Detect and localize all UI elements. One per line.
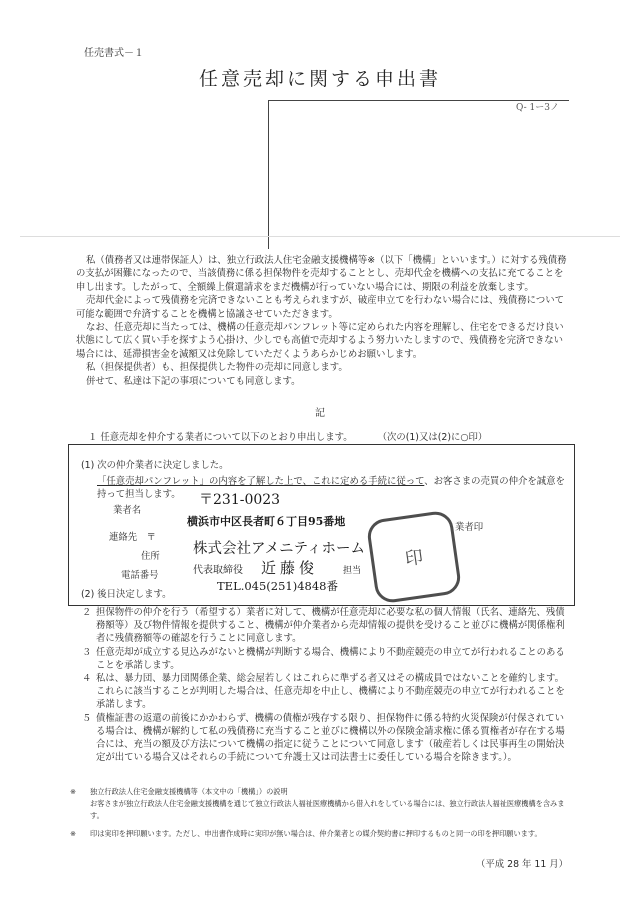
note-mark: ※	[70, 829, 77, 838]
item-text: 担保物件の仲介を行う（希望する）業者に対して、機構が任意売却に必要な私の個人情報（氏名、連絡先、残債務額等）及び物件情報を提供すること、機構が仲介業者から売却情報の提供を受けること並びに機構が関係権利者に残債務額等の確認を行うことに同意します。	[96, 607, 565, 645]
consent-item	[76, 606, 570, 646]
label-contact: 連絡先 〒	[109, 532, 156, 543]
item-number: ４	[82, 673, 92, 685]
option-1-label: (1) 次の仲介業者に決定しました。	[81, 460, 229, 471]
company-seal-stamp: 印	[366, 509, 463, 604]
footnotes	[70, 786, 570, 840]
document-title: 任意売却に関する申出書	[198, 68, 441, 90]
option-1-description	[97, 475, 567, 501]
item-number: ２	[82, 607, 92, 618]
item-number: ５	[82, 712, 92, 724]
intro-text	[76, 254, 568, 388]
item-1	[88, 429, 487, 443]
fold-line	[20, 236, 620, 237]
revision-date: （平成 28 年 11 月）	[476, 859, 569, 870]
item-text: 債権証書の返還の前後にかかわらず、機構の債権が残存する限り、担保物件に係る特約火災保険が付保されている場合は、機構が解約して私の残債務に充当すること並びに機構以外の保険金請求権に係る質権者が存在する場合には、充当の額及び方法について機構の指定に従うことについて同意します（破産若しくは民事再生の開始決定が出ている場合又はそれらの手続について弁護士又は司法書士に委任している場合を除きます。）。	[96, 712, 565, 764]
label-phone: 電話番号	[121, 570, 159, 581]
option-1-desc-underlined: 「任意売却パンフレット」の内容を了解した上で、これに定める手続に従って	[97, 476, 425, 487]
handwritten-postal-code: 〒231-0023	[199, 492, 281, 508]
ki-heading: 記	[315, 408, 325, 419]
item-text: 私は、暴力団、暴力団関係企業、総会屋若しくはこれらに準ずる者又はその構成員ではないことを確約します。これらに該当することが判明した場合は、任意売却を中止し、機構により不動産競売の申立てが行われることを承諾します。	[96, 673, 565, 711]
note-1-title: 独立行政法人住宅金融支援機構等（本文中の「機構」）の説明	[90, 787, 288, 796]
item-1-text: 任意売却を仲介する業者について以下のとおり申出します。	[100, 432, 353, 443]
option-1-desc-rest: 、お客さまの売買の仲介を誠意を持って担当します。	[97, 476, 565, 500]
item-1-number: １	[88, 432, 98, 443]
intro-paragraph: なお、任意売却に当たっては、機構の任意売却パンフレット等に定められた内容を理解し、住宅をできるだけ良い状態にして広く買い手を探すよう心掛け、少しでも高値で売却するよう努力いたしますので、残債務を完済できない場合には、延滞損害金を減額又は免除していただくようあらかじめお願いします。	[76, 322, 564, 360]
footnote-2	[70, 828, 570, 840]
stamped-tanto: 担当	[343, 566, 362, 576]
consent-item	[76, 672, 570, 712]
applicant-box	[268, 100, 569, 249]
stamped-rep-name: 近藤俊	[261, 559, 319, 577]
label-seal: 業者印	[455, 522, 484, 533]
stamped-telephone: TEL.045(251)4848番	[217, 579, 338, 593]
item-text: 任意売却が成立する見込みがないと機構が判断する場合、機構により不動産競売の申立てが行われることのあることを承諾します。	[96, 646, 565, 671]
item-1-option-note: （次の(1)又は(2)に○印）	[377, 432, 488, 443]
note-mark: ※	[70, 787, 77, 796]
consent-items	[76, 606, 570, 764]
stamped-address: 横浜市中区長者町６丁目95番地	[187, 515, 346, 528]
agent-box	[68, 444, 575, 606]
box-scribble: Q- 1ー3ノ	[515, 103, 559, 113]
label-address: 住所	[141, 551, 160, 562]
consent-item	[76, 646, 570, 672]
label-company: 業者名	[113, 505, 142, 516]
footnote-1	[70, 786, 570, 798]
stamped-rep-title: 代表取締役	[193, 565, 243, 576]
intro-paragraph: 私（債務者又は連帯保証人）は、独立行政法人住宅金融支援機構等※（以下「機構」といいます。）に対する残債務の支払が困難になったので、当該債務に係る担保物件を売却することとし、売却代金を機構への支払に充てることを申し出ます。したがって、全額繰上償還請求をまだ機構が行っていない場合には、期限の利益を放棄します。	[76, 255, 567, 293]
stamped-company-name: 株式会社アメニティホーム	[193, 541, 365, 557]
note-2-body: 印は実印を押印願います。ただし、申出書作成時に実印が無い場合は、仲介業者との媒介契約書に押印するものと同一の印を押印願います。	[90, 829, 542, 838]
intro-paragraph: 併せて、私達は下記の事項についても同意します。	[86, 375, 301, 387]
item-number: ３	[82, 646, 92, 658]
note-1-body: お客さまが独立行政法人住宅金融支援機構を通じて独立行政法人福祉医療機構から借入れをしている場合には、独立行政法人福祉医療機構を含みます。	[90, 799, 565, 820]
intro-paragraph: 売却代金によって残債務を完済できないことも考えられますが、破産申立てを行わない場合には、残債務について可能な範囲で弁済することを機構と協議させていただきます。	[76, 295, 564, 320]
option-2-label: (2) 後日決定します。	[81, 589, 172, 600]
consent-item	[76, 712, 570, 765]
form-number: 任売書式－１	[84, 48, 144, 59]
intro-paragraph: 私（担保提供者）も、担保提供した物件の売却に同意します。	[86, 362, 348, 374]
